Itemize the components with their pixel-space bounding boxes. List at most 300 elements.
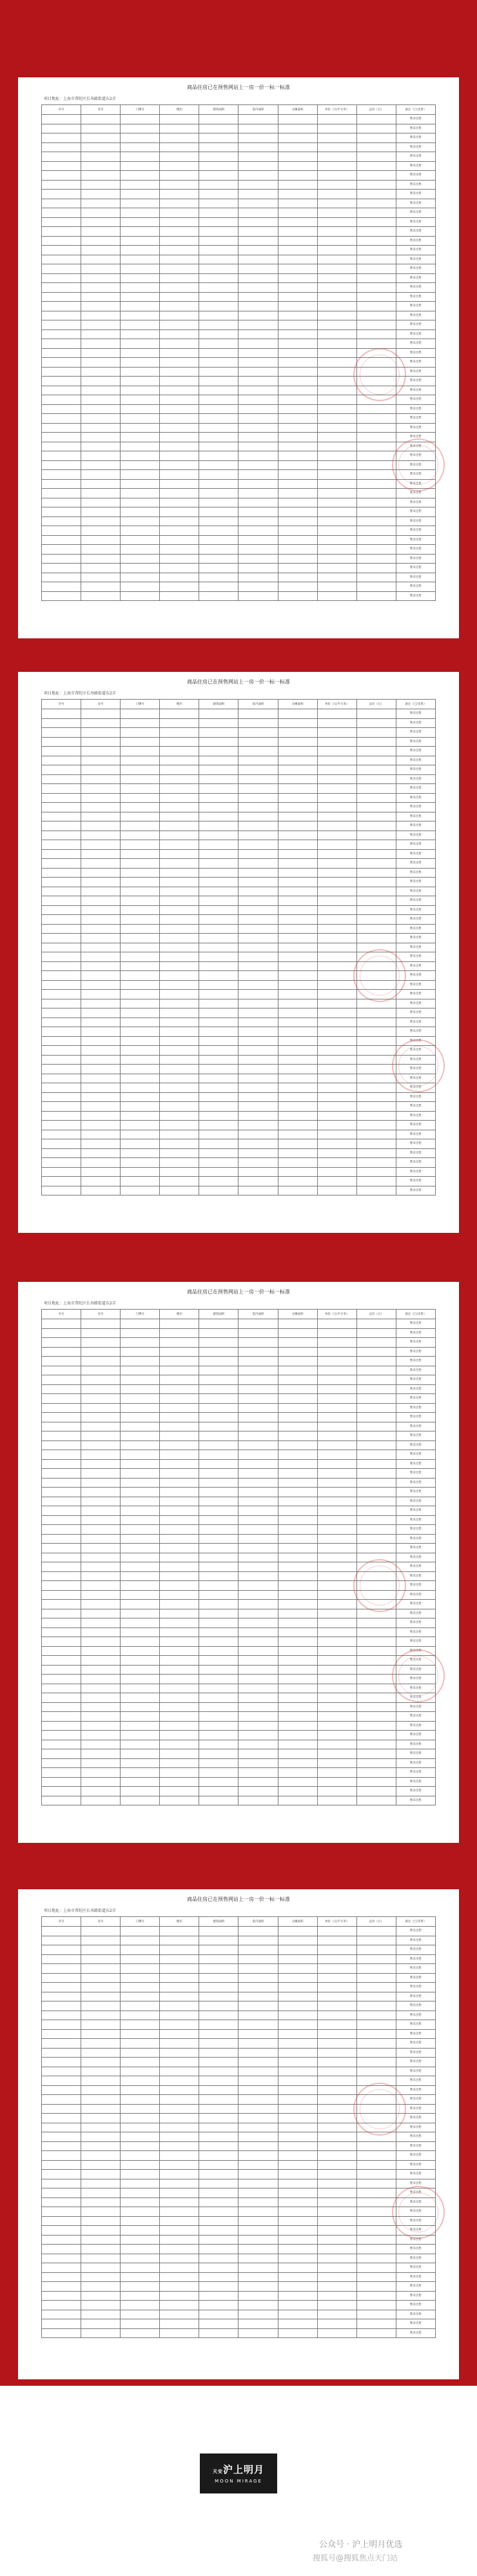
table-cell — [81, 2226, 121, 2236]
table-cell: 暂未出售 — [396, 2151, 435, 2161]
table-cell — [278, 1637, 317, 1647]
table-cell — [317, 2067, 356, 2076]
table-cell — [356, 1186, 396, 1195]
table-cell — [199, 554, 238, 564]
table-row — [42, 460, 436, 470]
table-row — [42, 934, 436, 943]
table-row — [42, 489, 436, 498]
table-cell — [238, 2104, 278, 2114]
table-cell — [121, 2132, 160, 2142]
table-cell: 暂未出售 — [396, 1515, 435, 1525]
table-cell — [81, 2011, 121, 2020]
table-cell — [121, 1366, 160, 1375]
table-cell — [317, 1656, 356, 1666]
table-cell — [356, 2235, 396, 2245]
table-cell — [121, 887, 160, 896]
table-cell — [356, 765, 396, 775]
table-cell — [278, 2328, 317, 2338]
table-row — [42, 1328, 436, 1338]
table-cell: 暂未出售 — [396, 1036, 435, 1046]
table-cell: 暂未出售 — [396, 961, 435, 971]
table-cell — [160, 2207, 199, 2217]
table-cell — [317, 377, 356, 386]
seal-stamp — [392, 1039, 445, 1092]
table-cell — [81, 1459, 121, 1469]
table-cell: 暂未出售 — [396, 1074, 435, 1083]
table-row — [42, 180, 436, 190]
table-cell — [238, 1158, 278, 1168]
table-cell — [199, 489, 238, 498]
table-cell — [42, 433, 81, 442]
table-header — [42, 700, 436, 709]
table-cell: 暂未出售 — [396, 2020, 435, 2030]
table-cell — [356, 190, 396, 199]
table-cell — [278, 2197, 317, 2207]
table-cell — [278, 564, 317, 573]
table-cell — [121, 924, 160, 934]
table-row — [42, 498, 436, 507]
table-cell — [121, 2272, 160, 2282]
table-cell — [356, 1964, 396, 1974]
table-cell — [317, 784, 356, 794]
table-cell: 暂未出售 — [396, 2179, 435, 2188]
table-cell — [317, 199, 356, 208]
table-cell — [121, 526, 160, 536]
table-cell — [278, 1366, 317, 1375]
table-cell — [121, 821, 160, 831]
seal-stamp — [392, 1649, 445, 1702]
table-cell — [42, 470, 81, 480]
table-cell — [317, 1338, 356, 1348]
table-cell — [317, 1413, 356, 1422]
table-row — [42, 2207, 436, 2217]
table-cell — [160, 924, 199, 934]
table-cell — [199, 133, 238, 143]
table-cell — [356, 1167, 396, 1177]
table-cell — [81, 2058, 121, 2067]
table-cell — [121, 1008, 160, 1018]
table-cell — [278, 887, 317, 896]
table-cell — [317, 1927, 356, 1936]
table-cell — [81, 1027, 121, 1037]
table-cell — [317, 433, 356, 442]
table-row — [42, 470, 436, 480]
table-cell — [160, 2272, 199, 2282]
column-header: 备注（已/未售） — [396, 1917, 435, 1927]
column-header: 楼层 — [160, 1310, 199, 1319]
table-cell — [278, 311, 317, 320]
table-row — [42, 1992, 436, 2001]
table-cell — [317, 765, 356, 775]
table-cell — [81, 2235, 121, 2245]
table-cell — [278, 1478, 317, 1488]
table-cell — [121, 1102, 160, 1112]
table-cell — [42, 133, 81, 143]
table-cell — [121, 180, 160, 190]
table-cell — [317, 1590, 356, 1600]
table-cell — [42, 498, 81, 507]
table-cell — [199, 1130, 238, 1139]
table-cell — [278, 2226, 317, 2236]
table-cell — [356, 199, 396, 208]
table-cell: 暂未出售 — [396, 283, 435, 293]
table-cell — [238, 1618, 278, 1628]
table-cell — [121, 1693, 160, 1703]
table-cell — [121, 1319, 160, 1329]
table-cell — [160, 1581, 199, 1591]
table-cell — [238, 1328, 278, 1338]
table-row — [42, 840, 436, 850]
table-cell — [42, 255, 81, 264]
table-cell — [160, 1973, 199, 1983]
table-cell — [278, 535, 317, 545]
table-cell — [356, 2170, 396, 2179]
table-cell: 暂未出售 — [396, 1450, 435, 1460]
seal-stamp — [353, 1559, 406, 1612]
table-cell — [238, 971, 278, 981]
table-cell — [121, 1992, 160, 2001]
table-cell — [121, 1684, 160, 1693]
table-cell — [160, 2058, 199, 2067]
table-cell — [317, 1936, 356, 1945]
table-cell — [42, 404, 81, 414]
table-cell — [278, 1534, 317, 1544]
table-cell — [356, 535, 396, 545]
table-cell — [121, 971, 160, 981]
table-cell — [42, 311, 81, 320]
table-cell — [160, 255, 199, 264]
table-cell — [356, 283, 396, 293]
table-cell — [42, 2282, 81, 2292]
table-row — [42, 2039, 436, 2049]
table-cell — [160, 2301, 199, 2310]
table-cell — [238, 2310, 278, 2319]
table-cell — [278, 386, 317, 395]
table-cell: 暂未出售 — [396, 1562, 435, 1572]
table-cell — [81, 1431, 121, 1441]
table-cell: 暂未出售 — [396, 2039, 435, 2049]
table-cell — [160, 115, 199, 124]
table-row — [42, 2058, 436, 2067]
table-cell — [199, 1121, 238, 1130]
table-cell — [278, 489, 317, 498]
table-cell — [160, 756, 199, 765]
table-cell — [278, 2216, 317, 2226]
table-cell — [356, 1656, 396, 1666]
table-cell — [317, 582, 356, 592]
table-cell — [121, 1777, 160, 1787]
table-cell — [317, 451, 356, 461]
table-cell — [356, 1319, 396, 1329]
table-cell — [278, 414, 317, 424]
table-cell — [160, 1675, 199, 1684]
table-cell: 暂未出售 — [396, 1571, 435, 1581]
table-cell — [160, 460, 199, 470]
page-title: 商品住房已在预售网站上一房一价一标一标准 — [187, 1896, 290, 1902]
table-cell: 暂未出售 — [396, 2263, 435, 2273]
table-cell — [199, 1768, 238, 1778]
table-cell — [160, 812, 199, 821]
table-cell — [199, 161, 238, 171]
table-cell — [317, 812, 356, 821]
table-cell — [42, 1403, 81, 1413]
table-cell — [317, 1328, 356, 1338]
table-cell — [160, 1758, 199, 1768]
table-cell — [42, 143, 81, 152]
table-cell — [121, 1065, 160, 1074]
table-cell — [356, 516, 396, 526]
table-cell — [42, 1609, 81, 1618]
table-cell — [356, 311, 396, 320]
table-cell — [317, 1749, 356, 1759]
table-cell — [317, 124, 356, 133]
table-cell — [42, 152, 81, 162]
table-cell — [356, 1478, 396, 1488]
table-cell — [160, 1121, 199, 1130]
table-cell — [199, 1627, 238, 1637]
table-row — [42, 2067, 436, 2076]
table-cell — [81, 377, 121, 386]
table-cell — [160, 526, 199, 536]
table-cell — [199, 1177, 238, 1186]
table-cell: 暂未出售 — [396, 1665, 435, 1675]
table-row — [42, 507, 436, 517]
table-cell: 暂未出售 — [396, 470, 435, 480]
table-cell — [199, 1008, 238, 1018]
table-cell: 暂未出售 — [396, 535, 435, 545]
table-cell — [238, 1008, 278, 1018]
table-cell — [317, 1731, 356, 1740]
table-cell — [199, 423, 238, 433]
table-cell: 暂未出售 — [396, 2282, 435, 2292]
table-cell: 暂未出售 — [396, 1347, 435, 1357]
table-cell — [81, 2216, 121, 2226]
table-cell — [199, 2132, 238, 2142]
table-cell — [81, 831, 121, 840]
table-cell — [356, 784, 396, 794]
table-cell — [160, 2085, 199, 2095]
table-cell — [356, 1347, 396, 1357]
table-cell — [199, 1375, 238, 1385]
table-cell — [199, 1992, 238, 2001]
table-cell — [356, 1111, 396, 1121]
table-cell — [42, 1357, 81, 1366]
table-cell — [160, 1497, 199, 1506]
table-row — [42, 2011, 436, 2020]
table-cell — [121, 905, 160, 915]
table-cell — [42, 1148, 81, 1158]
table-cell — [238, 718, 278, 728]
table-cell — [317, 414, 356, 424]
table-row — [42, 2188, 436, 2198]
table-cell — [160, 199, 199, 208]
table-cell — [121, 1431, 160, 1441]
table-row — [42, 1656, 436, 1666]
table-cell — [238, 1675, 278, 1684]
table-cell: 暂未出售 — [396, 1618, 435, 1628]
table-cell: 暂未出售 — [396, 311, 435, 320]
table-cell: 暂未出售 — [396, 1384, 435, 1394]
table-cell — [199, 2123, 238, 2132]
table-cell — [81, 2151, 121, 2161]
table-cell — [81, 1731, 121, 1740]
table-cell — [121, 2207, 160, 2217]
table-cell — [81, 423, 121, 433]
table-cell — [317, 1121, 356, 1130]
table-cell — [317, 2282, 356, 2292]
table-cell — [160, 840, 199, 850]
table-cell — [121, 2067, 160, 2076]
table-cell: 暂未出售 — [396, 1684, 435, 1693]
table-row — [42, 709, 436, 719]
table-cell — [238, 404, 278, 414]
table-cell — [42, 774, 81, 784]
table-cell: 暂未出售 — [396, 2197, 435, 2207]
table-cell — [42, 1665, 81, 1675]
table-cell: 暂未出售 — [396, 1440, 435, 1450]
table-cell — [278, 2048, 317, 2058]
table-cell — [199, 1055, 238, 1065]
table-cell — [81, 728, 121, 738]
table-cell: 暂未出售 — [396, 1693, 435, 1703]
table-cell — [199, 737, 238, 747]
table-cell — [238, 905, 278, 915]
table-cell — [317, 756, 356, 765]
table-cell — [121, 1609, 160, 1618]
table-cell — [160, 1740, 199, 1749]
table-cell — [160, 2039, 199, 2049]
table-cell — [160, 831, 199, 840]
table-cell — [199, 208, 238, 218]
table-cell: 暂未出售 — [396, 2132, 435, 2142]
table-cell: 暂未出售 — [396, 2058, 435, 2067]
table-row — [42, 2263, 436, 2273]
table-cell — [199, 2001, 238, 2011]
table-cell — [81, 1964, 121, 1974]
table-cell — [238, 1497, 278, 1506]
table-cell — [238, 208, 278, 218]
table-cell — [42, 2011, 81, 2020]
table-cell — [121, 1675, 160, 1684]
table-row — [42, 756, 436, 765]
table-cell — [160, 470, 199, 480]
table-cell — [278, 1600, 317, 1609]
table-cell — [160, 1590, 199, 1600]
table-cell — [238, 821, 278, 831]
table-cell — [238, 943, 278, 952]
table-cell — [356, 1394, 396, 1404]
table-cell — [199, 2319, 238, 2329]
table-cell — [81, 1618, 121, 1628]
table-cell — [238, 554, 278, 564]
table-cell — [121, 1083, 160, 1093]
table-cell — [199, 1102, 238, 1112]
table-cell — [42, 1749, 81, 1759]
table-cell — [81, 535, 121, 545]
table-cell — [278, 1046, 317, 1056]
table-cell — [317, 840, 356, 850]
table-cell — [278, 1186, 317, 1195]
table-cell — [238, 2058, 278, 2067]
table-cell — [317, 2301, 356, 2310]
table-cell — [317, 171, 356, 181]
table-cell — [160, 442, 199, 451]
table-cell: 暂未出售 — [396, 507, 435, 517]
table-row — [42, 1525, 436, 1535]
table-cell — [278, 756, 317, 765]
table-cell — [238, 1571, 278, 1581]
table-cell — [121, 190, 160, 199]
table-cell: 暂未出售 — [396, 1954, 435, 1964]
table-cell — [81, 934, 121, 943]
table-cell — [278, 1954, 317, 1964]
table-cell — [81, 1413, 121, 1422]
table-cell — [160, 1328, 199, 1338]
table-row — [42, 1497, 436, 1506]
table-cell — [42, 1065, 81, 1074]
table-cell — [160, 784, 199, 794]
table-cell — [81, 208, 121, 218]
table-cell — [317, 2197, 356, 2207]
column-header: 单价（元/平方米） — [317, 1310, 356, 1319]
table-cell — [160, 433, 199, 442]
table-cell — [238, 1055, 278, 1065]
table-cell — [317, 1637, 356, 1647]
seal-stamp — [353, 949, 406, 1002]
table-row — [42, 849, 436, 859]
table-cell: 暂未出售 — [396, 246, 435, 255]
table-cell — [81, 1749, 121, 1759]
table-cell — [238, 849, 278, 859]
table-cell — [42, 1553, 81, 1562]
table-cell — [121, 2282, 160, 2292]
table-cell — [160, 718, 199, 728]
table-cell — [81, 591, 121, 601]
table-cell — [160, 1338, 199, 1348]
table-cell — [317, 1665, 356, 1675]
table-cell — [356, 821, 396, 831]
table-cell — [199, 2188, 238, 2198]
table-cell — [238, 887, 278, 896]
table-cell — [81, 1637, 121, 1647]
table-cell — [199, 728, 238, 738]
table-cell — [278, 718, 317, 728]
table-cell — [317, 2039, 356, 2049]
table-row — [42, 1083, 436, 1093]
table-cell — [121, 2170, 160, 2179]
table-cell — [278, 180, 317, 190]
table-cell — [317, 2048, 356, 2058]
table-cell — [317, 887, 356, 896]
table-row — [42, 2245, 436, 2254]
table-cell — [160, 1945, 199, 1955]
table-cell — [278, 1758, 317, 1768]
table-cell — [199, 180, 238, 190]
table-cell — [42, 1338, 81, 1348]
table-cell — [81, 2160, 121, 2170]
table-cell — [278, 905, 317, 915]
table-cell — [160, 2188, 199, 2198]
table-row — [42, 2197, 436, 2207]
table-cell — [199, 999, 238, 1008]
table-cell — [199, 2179, 238, 2188]
table-row — [42, 124, 436, 133]
table-cell — [278, 582, 317, 592]
table-cell — [81, 2123, 121, 2132]
table-cell — [199, 868, 238, 878]
table-row — [42, 2160, 436, 2170]
table-cell — [356, 1046, 396, 1056]
